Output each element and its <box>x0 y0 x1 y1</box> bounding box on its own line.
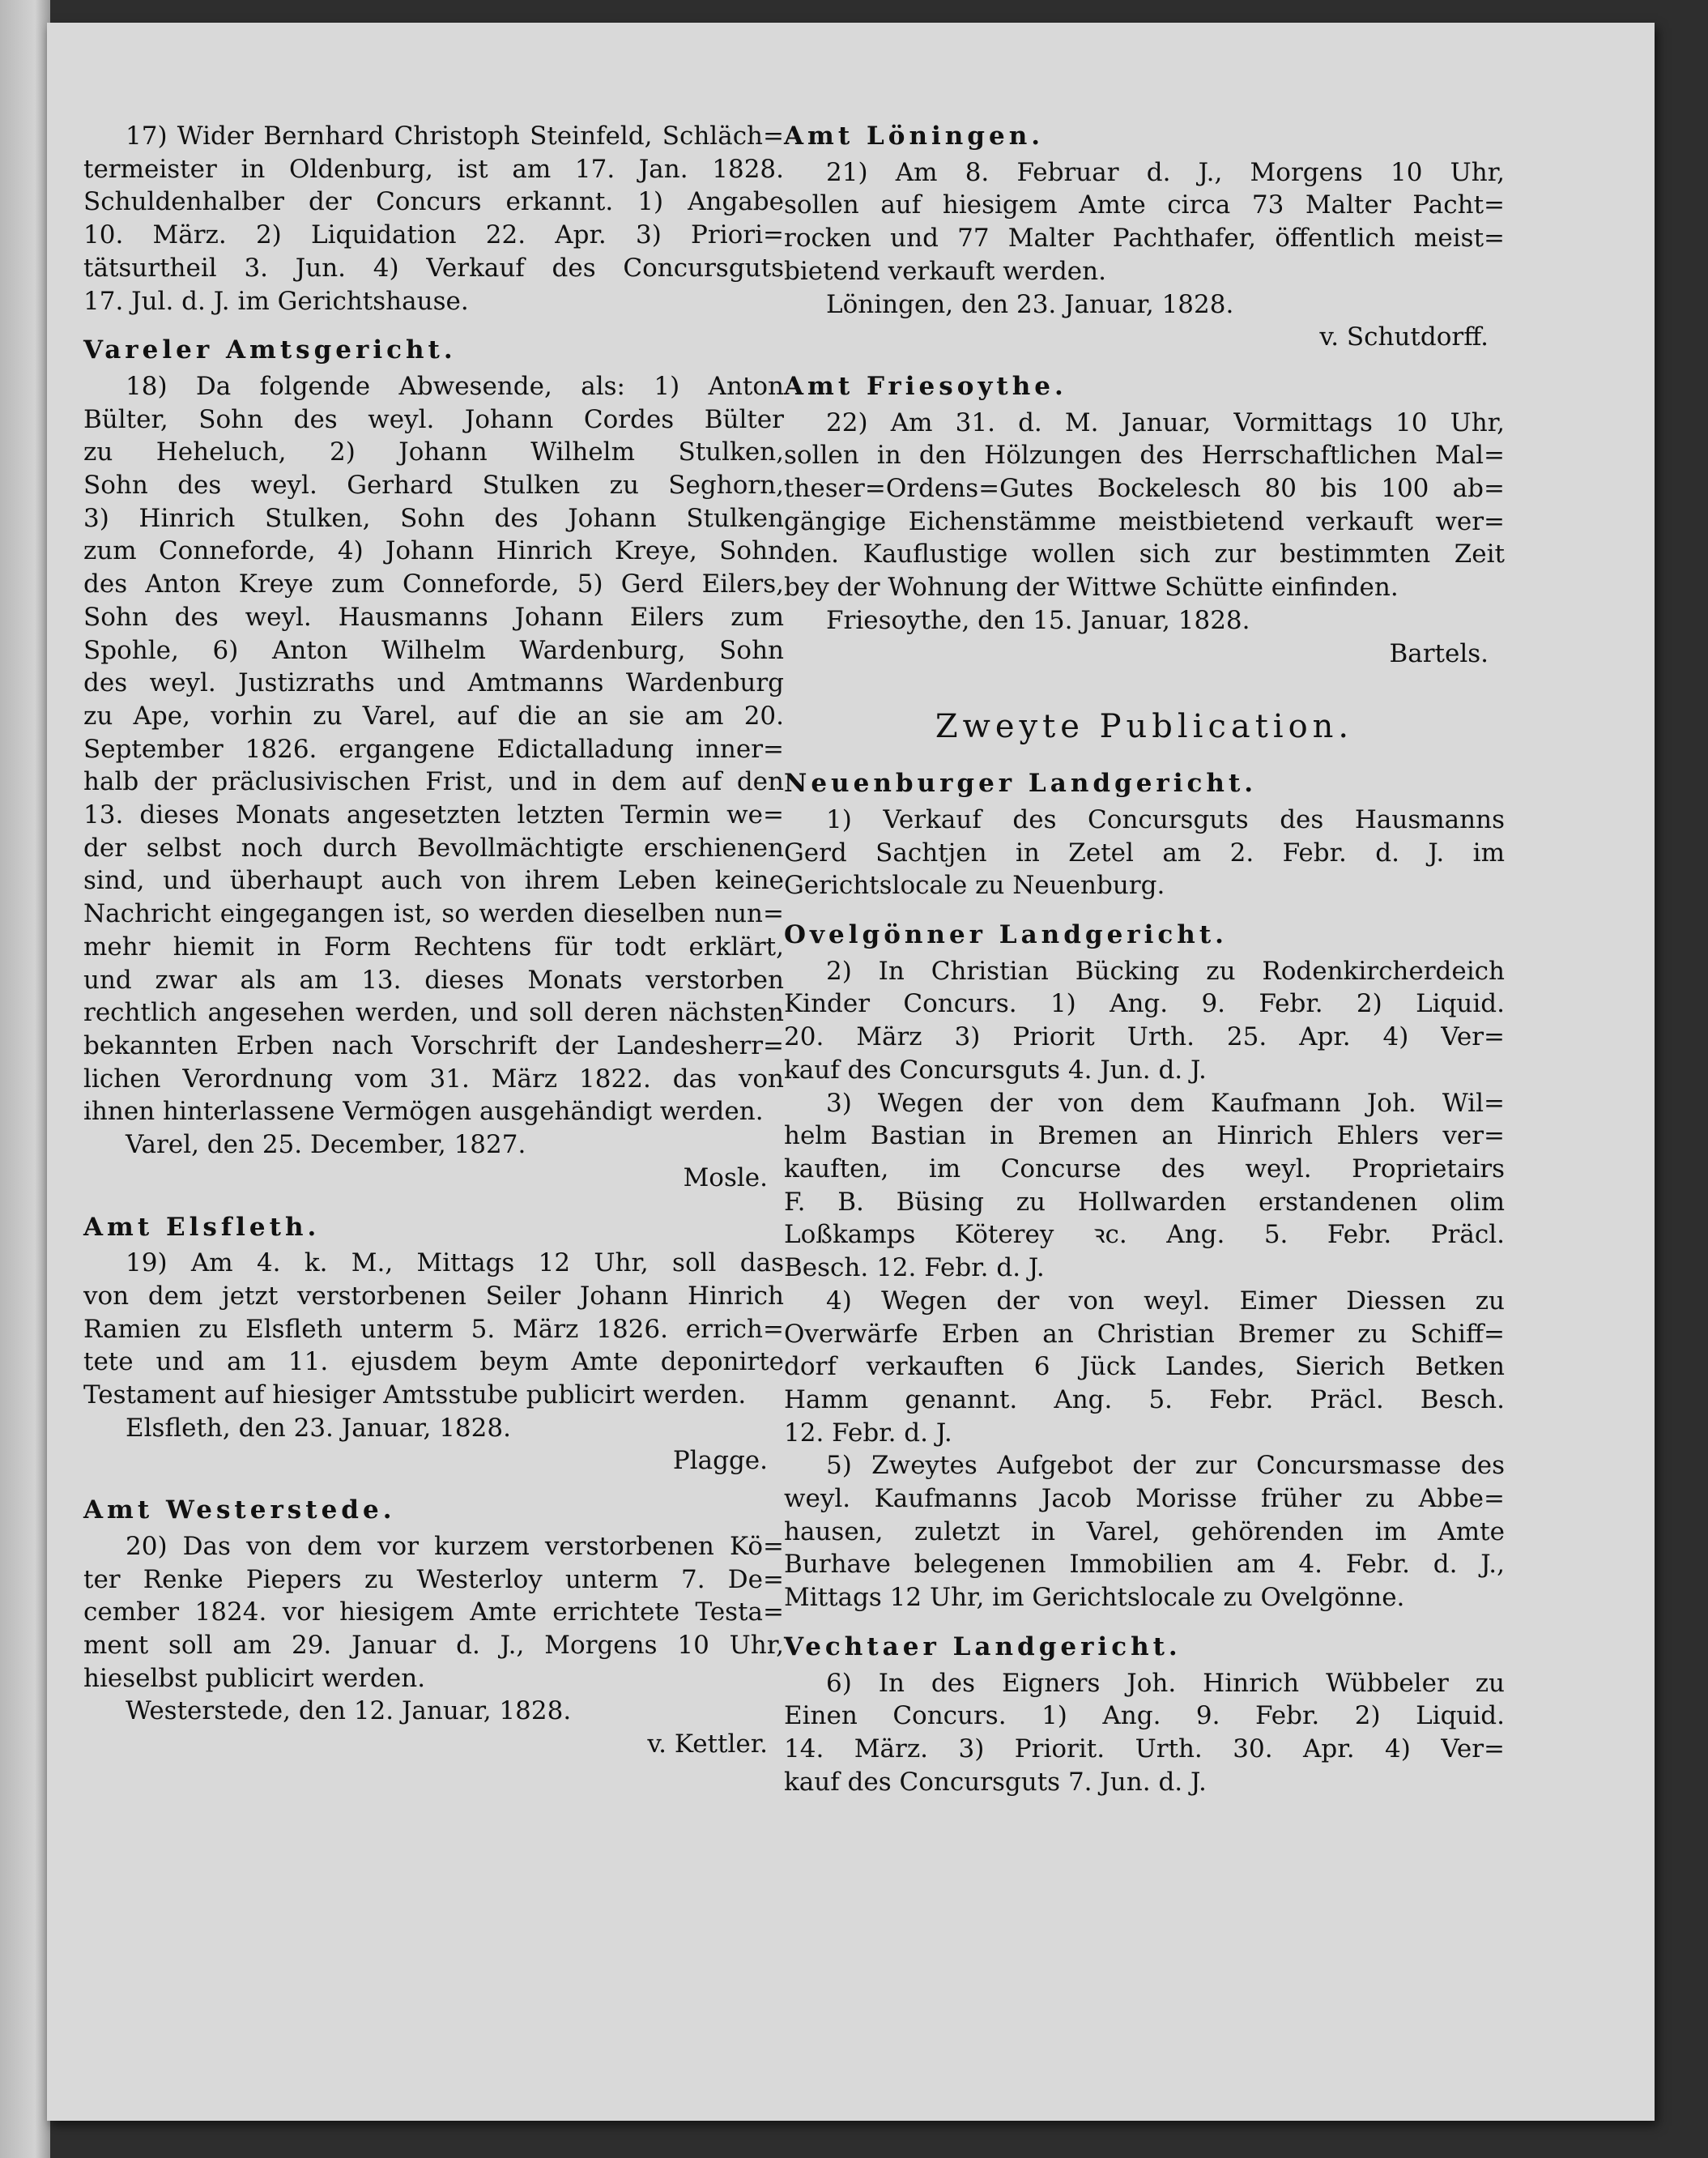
notice-5 <box>784 1449 1505 1614</box>
text-line: weyl. Kaufmanns Jacob Morisse früher zu Abbe= <box>784 1484 1505 1514</box>
dateline-18: Varel, den 25. December, 1827. <box>126 1130 526 1160</box>
notice-2 <box>784 955 1505 1087</box>
notice-6 <box>784 1667 1505 1799</box>
text-line: zu Heheluch, 2) Johann Wilhelm Stulken, <box>83 437 784 467</box>
text-line: tete und am 11. ejusdem beym Amte deponirte <box>83 1347 784 1377</box>
text-line: 5) Zweytes Aufgebot der zur Concursmasse des <box>826 1451 1505 1481</box>
text-line: sind, und überhaupt auch von ihrem Leben keine <box>83 866 784 896</box>
heading-neuenburger-landgericht: Neuenburger Landgericht. <box>784 769 1258 799</box>
notice-1 <box>784 804 1505 902</box>
text-line: Schuldenhalber der Concurs erkannt. 1) Angabe <box>83 187 784 217</box>
text-line: tätsurtheil 3. Jun. 4) Verkauf des Concursguts <box>83 253 784 283</box>
text-line: der selbst noch durch Bevollmächtigte erschienen <box>83 833 784 863</box>
dateline-20: Westerstede, den 12. Januar, 1828. <box>126 1696 572 1726</box>
notice-17 <box>83 120 784 318</box>
text-line: Sohn des weyl. Hausmanns Johann Eilers zum <box>83 602 784 632</box>
text-line: ihnen hinterlassene Vermögen ausgehändigt werden. <box>83 1097 764 1127</box>
heading-amt-loeningen: Amt Löningen. <box>784 122 1045 151</box>
text-line: des Anton Kreye zum Conneforde, 5) Gerd Eilers, <box>83 569 784 599</box>
signature-20: v. Kettler. <box>647 1729 768 1759</box>
text-line: bietend verkauft werden. <box>784 256 1106 286</box>
text-line: kauften, im Concurse des weyl. Proprietairs <box>784 1154 1505 1183</box>
heading-amt-friesoythe: Amt Friesoythe. <box>784 371 1067 401</box>
text-line: von dem jetzt verstorbenen Seiler Johann Hinrich <box>83 1281 784 1311</box>
heading-ovelgoenner-landgericht: Ovelgönner Landgericht. <box>784 920 1228 950</box>
signature-21: v. Schutdorff. <box>1319 322 1489 352</box>
text-line: Nachricht eingegangen ist, so werden dieselben nun= <box>83 899 784 929</box>
text-line: sollen auf hiesigem Amte circa 73 Malter Pacht= <box>784 190 1505 220</box>
text-line: Kinder Concurs. 1) Ang. 9. Febr. 2) Liquid. <box>784 989 1505 1019</box>
text-line: halb der präclusivischen Frist, und in dem auf den <box>83 767 784 797</box>
text-line: F. B. Büsing zu Hollwarden erstandenen olim <box>784 1187 1505 1217</box>
text-line: 19) Am 4. k. M., Mittags 12 Uhr, soll das <box>126 1248 784 1278</box>
notice-4 <box>784 1285 1505 1450</box>
text-line: den. Kauflustige wollen sich zur bestimmten Zeit <box>784 540 1505 569</box>
text-line: Loßkamps Köterey ꝛc. Ang. 5. Febr. Präcl. <box>784 1220 1505 1250</box>
heading-vareler-amtsgericht: Vareler Amtsgericht. <box>83 335 457 365</box>
text-line: termeister in Oldenburg, ist am 17. Jan. 1828. <box>83 154 784 184</box>
text-line: rechtlich angesehen werden, und soll deren nächsten <box>83 998 784 1028</box>
text-line: September 1826. ergangene Edictalladung inner= <box>83 734 784 764</box>
newspaper-page <box>47 23 1655 2121</box>
text-line: 17. Jul. d. J. im Gerichtshause. <box>83 286 469 316</box>
text-line: Sohn des weyl. Gerhard Stulken zu Seghorn, <box>83 471 784 501</box>
text-line: 14. März. 3) Priorit. Urth. 30. Apr. 4) Ver= <box>784 1734 1505 1764</box>
text-line: Overwärfe Erben an Christian Bremer zu Schiff= <box>784 1319 1505 1349</box>
section-title-zweyte-publication: Zweyte Publication. <box>935 708 1354 746</box>
notice-21 <box>784 156 1505 288</box>
text-line: 12. Febr. d. J. <box>784 1418 952 1448</box>
notice-18 <box>83 370 784 1128</box>
signature-18: Mosle. <box>683 1162 768 1192</box>
text-line: Mittags 12 Uhr, im Gerichtslocale zu Ovelgönne. <box>784 1583 1405 1613</box>
text-line: sollen in den Hölzungen des Herrschaftlichen Mal= <box>784 441 1505 471</box>
text-line: Gerd Sachtjen in Zetel am 2. Febr. d. J. im <box>784 838 1505 868</box>
notice-19 <box>83 1247 784 1412</box>
text-line: 17) Wider Bernhard Christoph Steinfeld, Schläch= <box>126 122 784 151</box>
signature-19: Plagge. <box>672 1446 768 1476</box>
text-line: kauf des Concursguts 4. Jun. d. J. <box>784 1055 1207 1085</box>
text-line: hausen, zuletzt in Varel, gehörenden im Amte <box>784 1516 1505 1546</box>
text-line: Einen Concurs. 1) Ang. 9. Febr. 2) Liquid. <box>784 1701 1505 1731</box>
dateline-19: Elsfleth, den 23. Januar, 1828. <box>126 1413 511 1443</box>
text-line: 21) Am 8. Februar d. J., Morgens 10 Uhr, <box>826 157 1505 187</box>
left-column <box>83 120 784 1761</box>
text-line: Spohle, 6) Anton Wilhelm Wardenburg, Sohn <box>83 635 784 665</box>
text-line: Ramien zu Elsfleth unterm 5. März 1826. errich= <box>83 1314 784 1344</box>
text-line: 18) Da folgende Abwesende, als: 1) Anton <box>126 371 784 401</box>
text-line: mehr hiemit in Form Rechtens für todt erklärt, <box>83 932 784 962</box>
text-line: helm Bastian in Bremen an Hinrich Ehlers ver= <box>784 1121 1505 1151</box>
text-line: dorf verkauften 6 Jück Landes, Sierich Betken <box>784 1352 1505 1382</box>
text-line: bey der Wohnung der Wittwe Schütte einfinden. <box>784 573 1399 603</box>
text-line: 13. dieses Monats angesetzten letzten Termin we= <box>83 800 784 830</box>
previous-page-edge <box>0 0 50 2158</box>
notice-22 <box>784 407 1505 604</box>
text-line: zum Conneforde, 4) Johann Hinrich Kreye, Sohn <box>83 536 784 566</box>
text-line: zu Ape, vorhin zu Varel, auf die an sie am 20. <box>83 701 784 731</box>
text-line: 4) Wegen der von weyl. Eimer Diessen zu <box>826 1286 1505 1316</box>
text-line: kauf des Concursguts 7. Jun. d. J. <box>784 1767 1207 1797</box>
signature-22: Bartels. <box>1389 638 1489 668</box>
text-line: bekannten Erben nach Vorschrift der Landesherr= <box>83 1030 784 1060</box>
text-line: 2) In Christian Bücking zu Rodenkircherdeich <box>826 956 1505 986</box>
heading-amt-westerstede: Amt Westerstede. <box>83 1495 396 1525</box>
text-line: 10. März. 2) Liquidation 22. Apr. 3) Priori= <box>83 220 784 250</box>
text-line: theser=Ordens=Gutes Bockelesch 80 bis 100 ab= <box>784 474 1505 504</box>
text-line: ment soll am 29. Januar d. J., Morgens 10 Uhr, <box>83 1630 784 1660</box>
text-line: rocken und 77 Malter Pachthafer, öffentlich meist= <box>784 224 1505 254</box>
text-line: Gerichtslocale zu Neuenburg. <box>784 871 1165 901</box>
text-line: lichen Verordnung vom 31. März 1822. das von <box>83 1064 784 1094</box>
dateline-22: Friesoythe, den 15. Januar, 1828. <box>826 605 1250 635</box>
right-column <box>784 120 1505 1798</box>
text-line: 22) Am 31. d. M. Januar, Vormittags 10 Uhr, <box>826 407 1505 437</box>
text-line: Hamm genannt. Ang. 5. Febr. Präcl. Besch. <box>784 1384 1505 1414</box>
text-line: 3) Wegen der von dem Kaufmann Joh. Wil= <box>826 1088 1505 1118</box>
text-line: 20. März 3) Priorit Urth. 25. Apr. 4) Ver= <box>784 1022 1505 1052</box>
text-line: 3) Hinrich Stulken, Sohn des Johann Stulken <box>83 503 784 533</box>
text-line: 6) In des Eigners Joh. Hinrich Wübbeler zu <box>826 1668 1505 1698</box>
text-line: und zwar als am 13. dieses Monats verstorben <box>83 965 784 995</box>
text-line: ter Renke Piepers zu Westerloy unterm 7. De= <box>83 1564 784 1594</box>
heading-vechtaer-landgericht: Vechtaer Landgericht. <box>784 1631 1182 1661</box>
text-line: cember 1824. vor hiesigem Amte errichtete Testa= <box>83 1597 784 1627</box>
text-line: 1) Verkauf des Concursguts des Hausmanns <box>826 804 1505 834</box>
text-line: gängige Eichenstämme meistbietend verkauft wer= <box>784 506 1505 536</box>
notice-20 <box>83 1530 784 1695</box>
heading-amt-elsfleth: Amt Elsfleth. <box>83 1212 321 1242</box>
text-line: des weyl. Justizraths und Amtmanns Wardenburg <box>83 668 784 698</box>
text-line: Testament auf hiesiger Amtsstube publicirt werden. <box>83 1380 747 1410</box>
text-line: Burhave belegenen Immobilien am 4. Febr. d. J., <box>784 1550 1505 1580</box>
text-line: Bülter, Sohn des weyl. Johann Cordes Bülter <box>83 404 784 434</box>
text-line: Besch. 12. Febr. d. J. <box>784 1253 1045 1283</box>
text-line: 20) Das von dem vor kurzem verstorbenen Kö= <box>126 1531 784 1561</box>
text-line: hieselbst publicirt werden. <box>83 1663 426 1693</box>
dateline-21: Löningen, den 23. Januar, 1828. <box>826 289 1234 319</box>
notice-3 <box>784 1087 1505 1285</box>
